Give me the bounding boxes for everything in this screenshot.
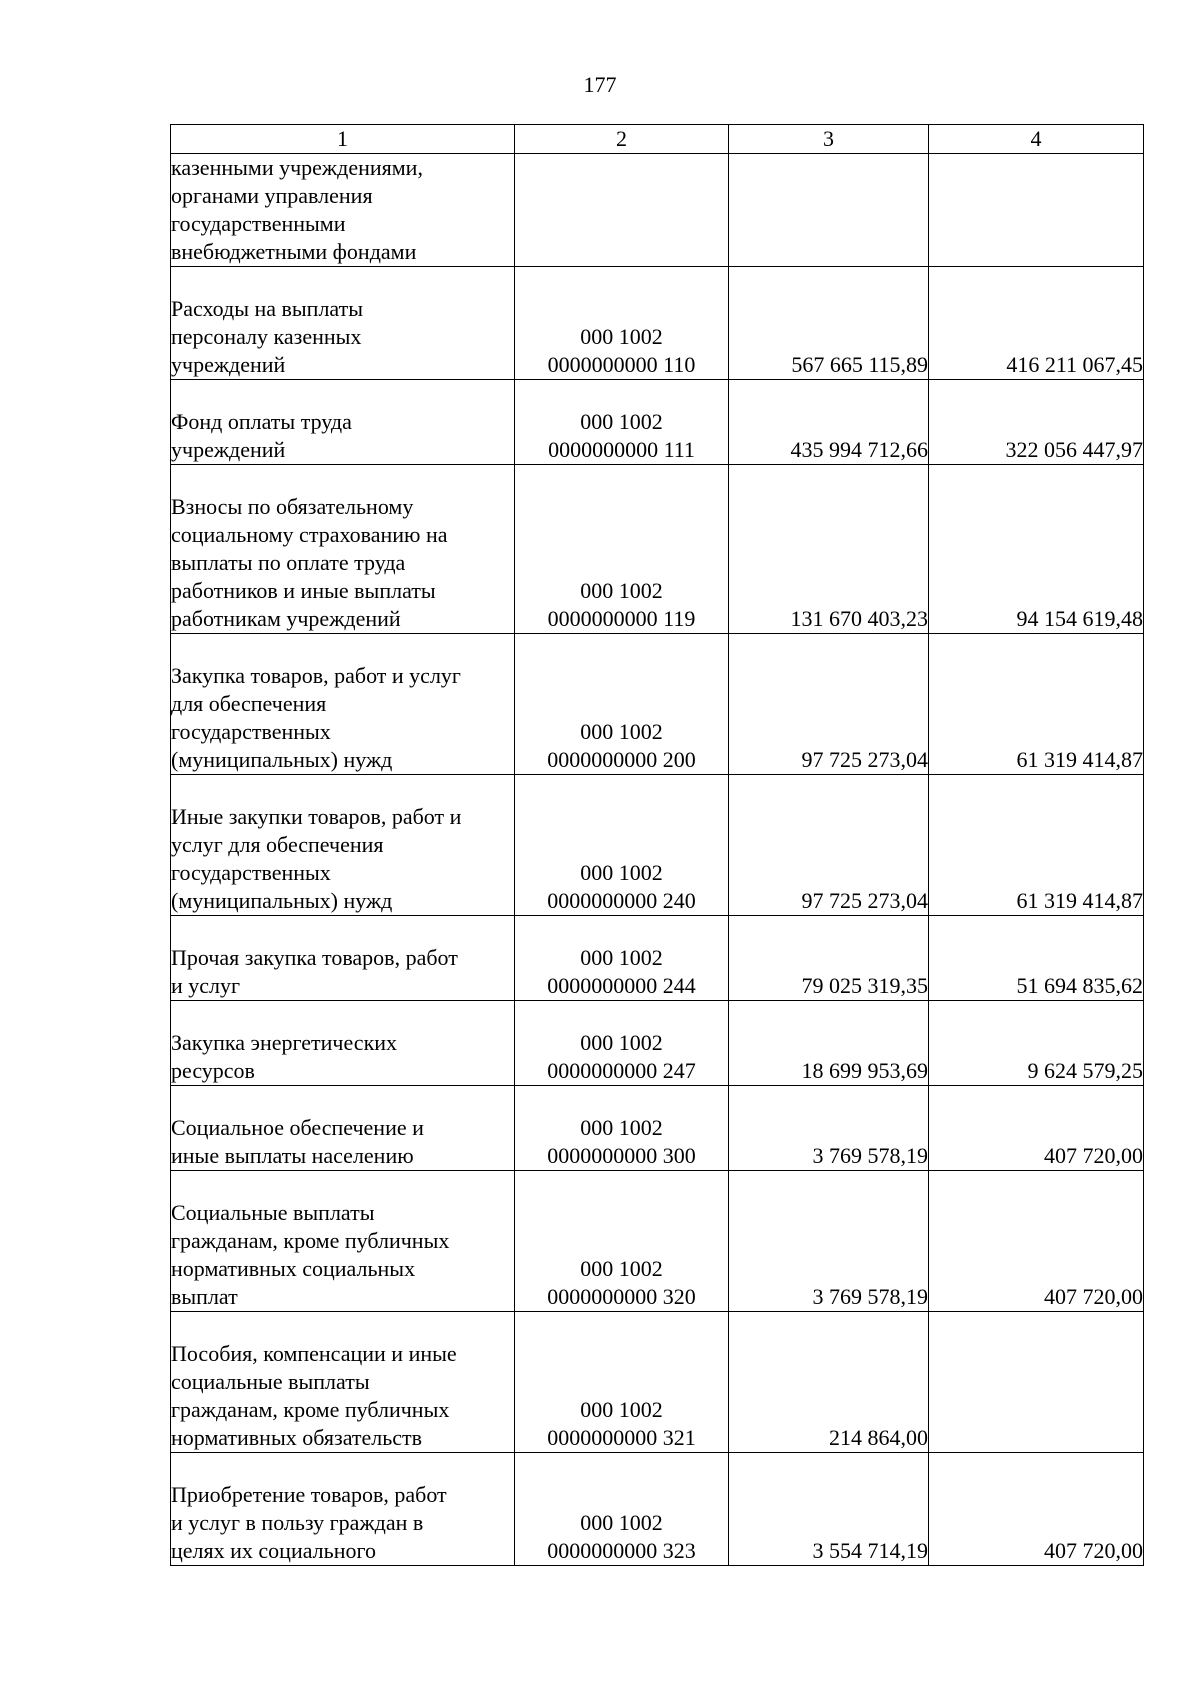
row-name-line: государственных <box>171 719 331 744</box>
row-name-line: Закупка энергетических <box>171 1030 398 1055</box>
row-name-cell <box>171 465 515 634</box>
row-name-line: выплаты по оплате труда <box>171 550 406 575</box>
row-name-cell <box>171 1086 515 1171</box>
row-value-col4: 416 211 067,45 <box>929 267 1144 380</box>
row-code-cell <box>515 775 729 916</box>
row-value-col4 <box>929 154 1144 267</box>
row-code-line: 0000000000 244 <box>547 973 696 998</box>
budget-table <box>170 124 1144 1566</box>
row-name-line: Социальные выплаты <box>171 1200 375 1225</box>
row-code-line: 000 1002 <box>580 719 663 744</box>
row-code-line: 0000000000 321 <box>547 1425 696 1450</box>
row-name-line: Взносы по обязательному <box>171 494 414 519</box>
row-name-line: казенными учреждениями, <box>171 155 423 180</box>
header-cell-1: 1 <box>171 125 515 154</box>
row-code-cell <box>515 380 729 465</box>
table-row <box>171 267 1144 380</box>
row-code-cell <box>515 154 729 267</box>
row-name-line: ресурсов <box>171 1058 255 1083</box>
row-name-line: Иные закупки товаров, работ и <box>171 804 462 829</box>
row-name-cell <box>171 267 515 380</box>
row-name-cell <box>171 775 515 916</box>
row-code-line: 0000000000 110 <box>547 352 696 377</box>
row-value-col3: 18 699 953,69 <box>729 1001 929 1086</box>
row-code-line: 0000000000 111 <box>548 437 695 462</box>
row-code-line: 000 1002 <box>580 1397 663 1422</box>
row-code-line: 0000000000 247 <box>547 1058 696 1083</box>
row-code-line: 000 1002 <box>580 324 663 349</box>
table-row <box>171 1312 1144 1453</box>
row-name-cell <box>171 916 515 1001</box>
table-row <box>171 1453 1144 1566</box>
row-value-col4: 61 319 414,87 <box>929 634 1144 775</box>
row-value-col4: 322 056 447,97 <box>929 380 1144 465</box>
row-name-line: социальному страхованию на <box>171 522 448 547</box>
table-row <box>171 1171 1144 1312</box>
row-code-line: 0000000000 119 <box>547 606 696 631</box>
row-name-line: выплат <box>171 1284 238 1309</box>
row-value-col4: 407 720,00 <box>929 1453 1144 1566</box>
page-number: 177 <box>583 72 617 97</box>
header-cell-3: 3 <box>729 125 929 154</box>
row-name-line: (муниципальных) нужд <box>171 747 393 772</box>
row-code-cell <box>515 916 729 1001</box>
row-value-col3: 97 725 273,04 <box>729 634 929 775</box>
row-name-line: учреждений <box>171 437 286 462</box>
row-name-line: Приобретение товаров, работ <box>171 1482 447 1507</box>
table-row <box>171 154 1144 267</box>
table-row <box>171 634 1144 775</box>
row-name-line: нормативных обязательств <box>171 1425 423 1450</box>
row-name-line: гражданам, кроме публичных <box>171 1397 450 1422</box>
table-row <box>171 916 1144 1001</box>
row-name-cell <box>171 380 515 465</box>
header-cell-4: 4 <box>929 125 1144 154</box>
row-value-col3: 97 725 273,04 <box>729 775 929 916</box>
row-name-cell <box>171 154 515 267</box>
row-name-line: гражданам, кроме публичных <box>171 1228 450 1253</box>
row-name-line: услуг для обеспечения <box>171 832 384 857</box>
row-value-col3: 3 769 578,19 <box>729 1086 929 1171</box>
row-value-col4: 94 154 619,48 <box>929 465 1144 634</box>
row-value-col4: 407 720,00 <box>929 1086 1144 1171</box>
table-row <box>171 380 1144 465</box>
row-code-cell <box>515 1001 729 1086</box>
row-code-line: 000 1002 <box>580 860 663 885</box>
row-code-cell <box>515 634 729 775</box>
row-code-cell <box>515 1086 729 1171</box>
header-cell-2: 2 <box>515 125 729 154</box>
row-value-col4: 9 624 579,25 <box>929 1001 1144 1086</box>
row-value-col4 <box>929 1312 1144 1453</box>
row-name-line: государственными <box>171 211 346 236</box>
row-value-col4: 61 319 414,87 <box>929 775 1144 916</box>
row-name-cell <box>171 1453 515 1566</box>
row-name-line: и услуг <box>171 973 241 998</box>
row-value-col3: 214 864,00 <box>729 1312 929 1453</box>
row-name-line: нормативных социальных <box>171 1256 416 1281</box>
row-value-col3: 3 554 714,19 <box>729 1453 929 1566</box>
row-code-line: 000 1002 <box>580 409 663 434</box>
row-name-line: для обеспечения <box>171 691 327 716</box>
row-value-col3 <box>729 154 929 267</box>
row-name-line: и услуг в пользу граждан в <box>171 1510 424 1535</box>
row-name-line: Фонд оплаты труда <box>171 409 352 434</box>
row-code-line: 000 1002 <box>580 1030 663 1055</box>
table-row <box>171 1086 1144 1171</box>
row-code-cell <box>515 1312 729 1453</box>
row-name-line: социальные выплаты <box>171 1369 370 1394</box>
row-name-line: работников и иные выплаты <box>171 578 436 603</box>
row-value-col3: 567 665 115,89 <box>729 267 929 380</box>
row-name-line: Закупка товаров, работ и услуг <box>171 663 461 688</box>
row-name-line: иные выплаты населению <box>171 1143 414 1168</box>
table-row <box>171 465 1144 634</box>
row-code-line: 0000000000 200 <box>547 747 696 772</box>
row-code-line: 000 1002 <box>580 578 663 603</box>
row-code-cell <box>515 1453 729 1566</box>
row-code-line: 0000000000 300 <box>547 1143 696 1168</box>
row-value-col3: 435 994 712,66 <box>729 380 929 465</box>
row-name-line: работникам учреждений <box>171 606 401 631</box>
row-name-line: целях их социального <box>171 1538 376 1563</box>
row-code-line: 000 1002 <box>580 1256 663 1281</box>
row-name-cell <box>171 634 515 775</box>
table-row <box>171 1001 1144 1086</box>
row-code-cell <box>515 1171 729 1312</box>
row-code-cell <box>515 465 729 634</box>
row-code-line: 0000000000 323 <box>547 1538 696 1563</box>
row-name-line: (муниципальных) нужд <box>171 888 393 913</box>
row-code-line: 0000000000 320 <box>547 1284 696 1309</box>
row-value-col3: 79 025 319,35 <box>729 916 929 1001</box>
row-name-line: учреждений <box>171 352 286 377</box>
row-name-line: персоналу казенных <box>171 324 362 349</box>
row-name-line: внебюджетными фондами <box>171 239 417 264</box>
row-name-line: Прочая закупка товаров, работ <box>171 945 458 970</box>
row-value-col4: 407 720,00 <box>929 1171 1144 1312</box>
table-row <box>171 775 1144 916</box>
row-name-line: Социальное обеспечение и <box>171 1115 424 1140</box>
row-value-col4: 51 694 835,62 <box>929 916 1144 1001</box>
row-name-cell <box>171 1312 515 1453</box>
table-body <box>171 154 1144 1566</box>
row-name-line: органами управления <box>171 183 373 208</box>
table-header-row <box>171 125 1144 154</box>
row-name-line: государственных <box>171 860 331 885</box>
row-code-cell <box>515 267 729 380</box>
row-value-col3: 3 769 578,19 <box>729 1171 929 1312</box>
row-name-cell <box>171 1171 515 1312</box>
row-name-line: Пособия, компенсации и иные <box>171 1341 457 1366</box>
row-value-col3: 131 670 403,23 <box>729 465 929 634</box>
row-code-line: 000 1002 <box>580 1115 663 1140</box>
row-code-line: 000 1002 <box>580 945 663 970</box>
row-code-line: 0000000000 240 <box>547 888 696 913</box>
row-name-cell <box>171 1001 515 1086</box>
row-code-line: 000 1002 <box>580 1510 663 1535</box>
row-name-line: Расходы на выплаты <box>171 296 364 321</box>
